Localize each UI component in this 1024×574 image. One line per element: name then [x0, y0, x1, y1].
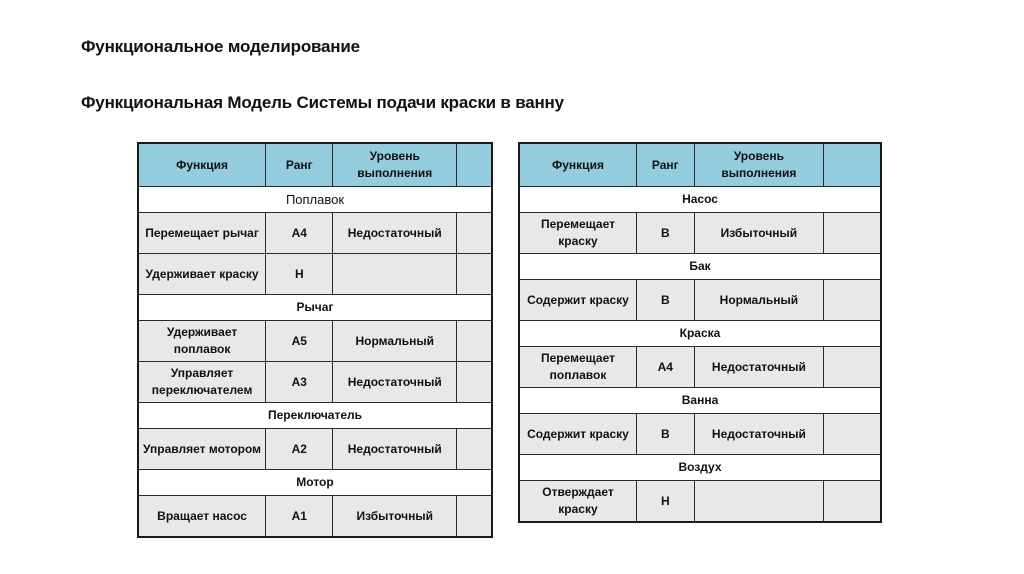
rank-cell: Н: [636, 481, 694, 523]
table-row: [519, 347, 881, 388]
table-row: [138, 362, 492, 403]
level-cell: Нормальный: [333, 321, 457, 362]
table-row: [519, 213, 881, 254]
rank-cell: А3: [266, 362, 333, 403]
function-cell: Удерживает поплавок: [138, 321, 266, 362]
function-model-table-left: [137, 142, 493, 538]
header-row: [519, 143, 881, 187]
level-cell: Недостаточный: [694, 414, 824, 455]
level-cell: Недостаточный: [694, 347, 824, 388]
rank-cell: В: [636, 414, 694, 455]
header-rank: Ранг: [636, 143, 694, 187]
function-cell: Управляет переключателем: [138, 362, 266, 403]
group-name: Мотор: [138, 470, 492, 496]
group-name: Бак: [519, 254, 881, 280]
function-cell: Содержит краску: [519, 280, 636, 321]
level-cell: Избыточный: [694, 213, 824, 254]
table-row: [138, 254, 492, 295]
rank-cell: А5: [266, 321, 333, 362]
rank-cell: А1: [266, 496, 333, 538]
header-extra: [824, 143, 881, 187]
group-name: Поплавок: [138, 187, 492, 213]
rank-cell: А2: [266, 429, 333, 470]
group-name: Краска: [519, 321, 881, 347]
group-row: [519, 254, 881, 280]
extra-cell: [457, 321, 492, 362]
extra-cell: [457, 213, 492, 254]
rank-cell: А4: [636, 347, 694, 388]
group-name: Переключатель: [138, 403, 492, 429]
function-cell: Перемещает рычаг: [138, 213, 266, 254]
extra-cell: [824, 414, 881, 455]
group-name: Насос: [519, 187, 881, 213]
extra-cell: [824, 347, 881, 388]
level-cell: Нормальный: [694, 280, 824, 321]
header-extra: [457, 143, 492, 187]
extra-cell: [457, 429, 492, 470]
function-cell: Вращает насос: [138, 496, 266, 538]
function-cell: Удерживает краску: [138, 254, 266, 295]
group-row: [138, 403, 492, 429]
function-cell: Управляет мотором: [138, 429, 266, 470]
table-row: [519, 280, 881, 321]
header-function: Функция: [138, 143, 266, 187]
extra-cell: [457, 254, 492, 295]
extra-cell: [824, 481, 881, 523]
group-row: [138, 187, 492, 213]
group-row: [519, 187, 881, 213]
group-name: Ванна: [519, 388, 881, 414]
function-cell: Перемещает поплавок: [519, 347, 636, 388]
table-row: [138, 429, 492, 470]
extra-cell: [457, 496, 492, 538]
level-cell: [694, 481, 824, 523]
group-row: [519, 388, 881, 414]
table-row: [138, 213, 492, 254]
extra-cell: [824, 213, 881, 254]
function-cell: Отверждает краску: [519, 481, 636, 523]
group-row: [519, 321, 881, 347]
table-row: [519, 414, 881, 455]
group-name: Рычаг: [138, 295, 492, 321]
extra-cell: [824, 280, 881, 321]
table-row: [138, 496, 492, 538]
group-row: [519, 455, 881, 481]
level-cell: Недостаточный: [333, 213, 457, 254]
header-row: [138, 143, 492, 187]
header-rank: Ранг: [266, 143, 333, 187]
group-name: Воздух: [519, 455, 881, 481]
function-model-table-right: [518, 142, 882, 523]
rank-cell: В: [636, 280, 694, 321]
level-cell: Избыточный: [333, 496, 457, 538]
table-row: [519, 481, 881, 523]
table-row: [138, 321, 492, 362]
page-subtitle: Функциональная Модель Системы подачи краски в ванну: [81, 93, 564, 112]
level-cell: Недостаточный: [333, 429, 457, 470]
header-function: Функция: [519, 143, 636, 187]
extra-cell: [457, 362, 492, 403]
rank-cell: А4: [266, 213, 333, 254]
level-cell: [333, 254, 457, 295]
group-row: [138, 295, 492, 321]
header-level: Уровень выполнения: [694, 143, 824, 187]
group-row: [138, 470, 492, 496]
rank-cell: В: [636, 213, 694, 254]
header-level: Уровень выполнения: [333, 143, 457, 187]
function-cell: Перемещает краску: [519, 213, 636, 254]
level-cell: Недостаточный: [333, 362, 457, 403]
page-title: Функциональное моделирование: [81, 37, 360, 56]
function-cell: Содержит краску: [519, 414, 636, 455]
rank-cell: Н: [266, 254, 333, 295]
